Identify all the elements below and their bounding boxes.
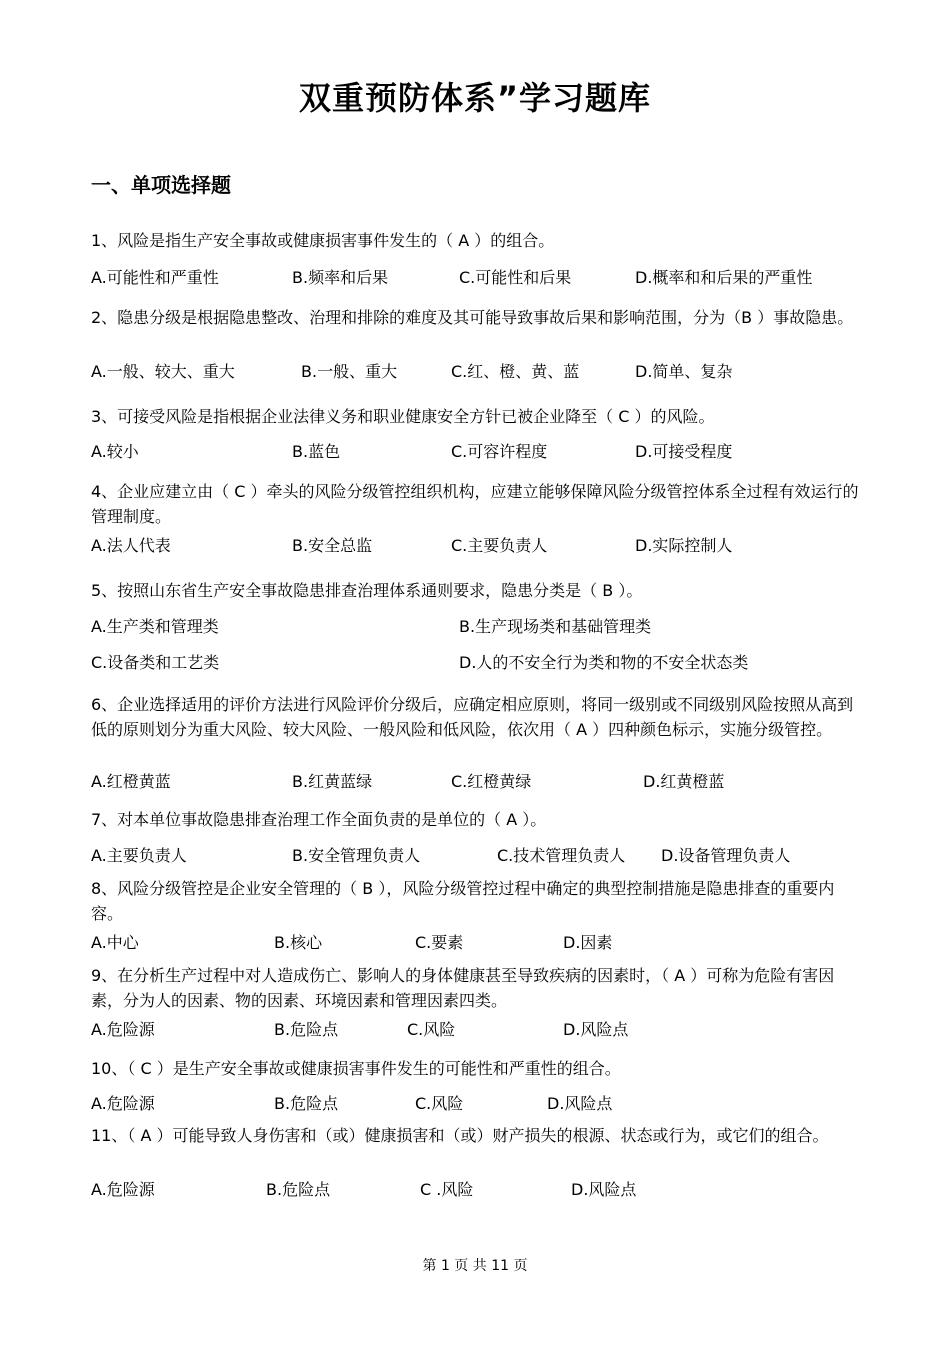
question-7-option-b: B.安全管理负责人: [292, 846, 421, 865]
question-10-option-c: C.风险: [415, 1094, 464, 1113]
question-6: 6、企业选择适用的评价方法进行风险评价分级后，应确定相应原则，将同一级别或不同级别风险按照从高到低的原则划分为重大风险、较大风险、一般风险和低风险，依次用（ A ）四种颜色标示，实施分级管控。: [91, 695, 854, 739]
question-11-option-a: A.危险源: [91, 1180, 155, 1199]
question-9-option-c: C.风险: [407, 1020, 456, 1039]
page-number-footer: 第 1 页 共 11 页: [422, 1258, 528, 1274]
question-6-option-c: C.红橙黄绿: [451, 772, 532, 791]
question-5-option-a: A.生产类和管理类: [91, 617, 219, 636]
question-3-option-c: C.可容许程度: [451, 442, 548, 461]
question-9-option-a: A.危险源: [91, 1020, 155, 1039]
question-10-option-b: B.危险点: [274, 1094, 339, 1113]
question-7: 7、对本单位事故隐患排查治理工作全面负责的是单位的（ A ）。: [91, 810, 547, 829]
question-1-option-b: B.频率和后果: [292, 268, 389, 287]
question-4-option-b: B.安全总监: [292, 536, 373, 555]
question-2-option-d: D.简单、复杂: [635, 362, 733, 381]
question-2-option-a: A.一般、较大、重大: [91, 362, 235, 381]
question-10: 10、（ C ）是生产安全事故或健康损害事件发生的可能性和严重性的组合。: [91, 1059, 621, 1078]
question-3-option-d: D.可接受程度: [635, 442, 733, 461]
question-5-option-d: D.人的不安全行为类和物的不安全状态类: [459, 653, 749, 672]
question-8-option-c: C.要素: [415, 933, 464, 952]
document-title: 双重预防体系”学习题库: [298, 79, 652, 117]
question-4: 4、企业应建立由（ C ）牵头的风险分级管控组织机构，应建立能够保障风险分级管控体系全过程有效运行的管理制度。: [91, 482, 859, 526]
question-10-option-a: A.危险源: [91, 1094, 155, 1113]
question-1-option-a: A.可能性和严重性: [91, 268, 219, 287]
question-6-option-b: B.红黄蓝绿: [292, 772, 373, 791]
question-11: 11、（ A ）可能导致人身伤害和（或）健康损害和（或）财产损失的根源、状态或行为，或它们的组合。: [91, 1126, 829, 1145]
question-3: 3、可接受风险是指根据企业法律义务和职业健康安全方针已被企业降至（ C ）的风险。: [91, 407, 715, 426]
question-2-option-b: B.一般、重大: [301, 362, 398, 381]
question-1-option-d: D.概率和和后果的严重性: [635, 268, 813, 287]
question-4-option-c: C.主要负责人: [451, 536, 548, 555]
question-8-option-a: A.中心: [91, 933, 139, 952]
question-5-option-c: C.设备类和工艺类: [91, 653, 220, 672]
section-heading: 一、单项选择题: [91, 173, 231, 197]
question-8-option-b: B.核心: [274, 933, 323, 952]
question-6-option-a: A.红橙黄蓝: [91, 772, 171, 791]
question-3-option-b: B.蓝色: [292, 442, 341, 461]
question-5: 5、按照山东省生产安全事故隐患排查治理体系通则要求，隐患分类是（ B ）。: [91, 581, 643, 600]
question-11-option-c: C .风险: [420, 1180, 474, 1199]
question-9: 9、在分析生产过程中对人造成伤亡、影响人的身体健康甚至导致疾病的因素时，（ A ）可称为危险有害因素，分为人的因素、物的因素、环境因素和管理因素四类。: [91, 966, 835, 1010]
question-8-option-d: D.因素: [563, 933, 613, 952]
question-10-option-d: D.风险点: [547, 1094, 613, 1113]
question-1: 1、风险是指生产安全事故或健康损害事件发生的（ A ）的组合。: [91, 231, 555, 250]
question-4-option-d: D.实际控制人: [635, 536, 733, 555]
question-11-option-d: D.风险点: [571, 1180, 637, 1199]
question-9-option-d: D.风险点: [563, 1020, 629, 1039]
question-9-option-b: B.危险点: [274, 1020, 339, 1039]
question-5-option-b: B.生产现场类和基础管理类: [459, 617, 652, 636]
question-7-option-a: A.主要负责人: [91, 846, 187, 865]
question-3-option-a: A.较小: [91, 442, 139, 461]
question-2: 2、隐患分级是根据隐患整改、治理和排除的难度及其可能导致事故后果和影响范围，分为（B ）事故隐患。: [91, 308, 854, 327]
question-1-option-c: C.可能性和后果: [459, 268, 572, 287]
question-6-option-d: D.红黄橙蓝: [643, 772, 725, 791]
question-2-option-c: C.红、橙、黄、蓝: [451, 362, 580, 381]
question-8: 8、风险分级管控是企业安全管理的（ B ），风险分级管控过程中确定的典型控制措施是隐患排查的重要内容。: [91, 879, 835, 923]
question-11-option-b: B.危险点: [266, 1180, 331, 1199]
question-7-option-c: C.技术管理负责人: [497, 846, 626, 865]
question-4-option-a: A.法人代表: [91, 536, 171, 555]
question-7-option-d: D.设备管理负责人: [661, 846, 791, 865]
